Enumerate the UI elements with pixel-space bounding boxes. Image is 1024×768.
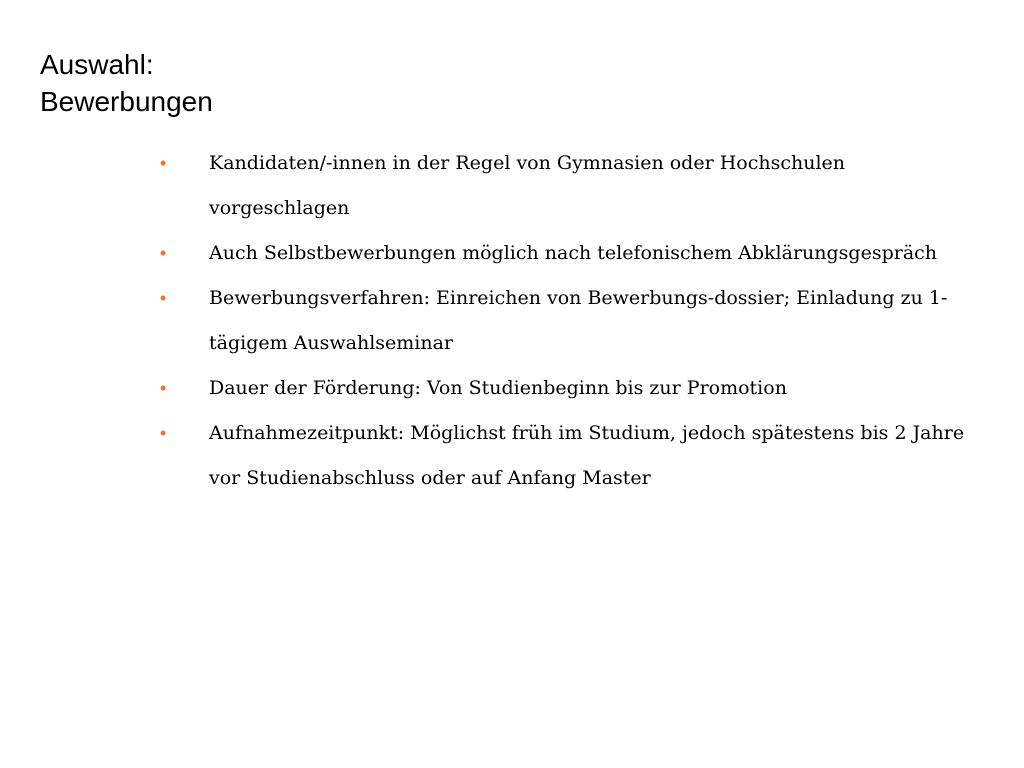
bullet-text: Kandidaten/-innen in der Regel von Gymnasien oder Hochschulen vorgeschlagen	[209, 152, 846, 219]
bullet-item	[158, 141, 978, 231]
bullet-dot-icon: •	[159, 423, 167, 443]
slide-title	[40, 46, 213, 120]
bullet-item	[158, 276, 978, 366]
bullet-dot-icon: •	[159, 153, 167, 173]
bullet-dot-icon: •	[159, 378, 167, 398]
bullet-list	[158, 141, 978, 501]
bullet-dot-icon: •	[159, 288, 167, 308]
bullet-dot-icon: •	[159, 243, 167, 263]
bullet-text: Bewerbungsverfahren: Einreichen von Bewerbungs-dossier; Einladung zu 1-tägigem Auswahlseminar	[209, 287, 948, 354]
bullet-text: Auch Selbstbewerbungen möglich nach telefonischem Abklärungsgespräch	[209, 242, 938, 264]
bullet-item	[158, 366, 978, 411]
bullet-item	[158, 411, 978, 501]
slide-title-line-2: Bewerbungen	[40, 86, 213, 117]
bullet-item	[158, 231, 978, 276]
bullet-text: Dauer der Förderung: Von Studienbeginn bis zur Promotion	[209, 377, 787, 399]
bullet-text: Aufnahmezeitpunkt: Möglichst früh im Studium, jedoch spätestens bis 2 Jahre vor Studienabschluss oder auf Anfang Master	[209, 422, 965, 489]
slide-title-line-1: Auswahl:	[40, 49, 154, 80]
